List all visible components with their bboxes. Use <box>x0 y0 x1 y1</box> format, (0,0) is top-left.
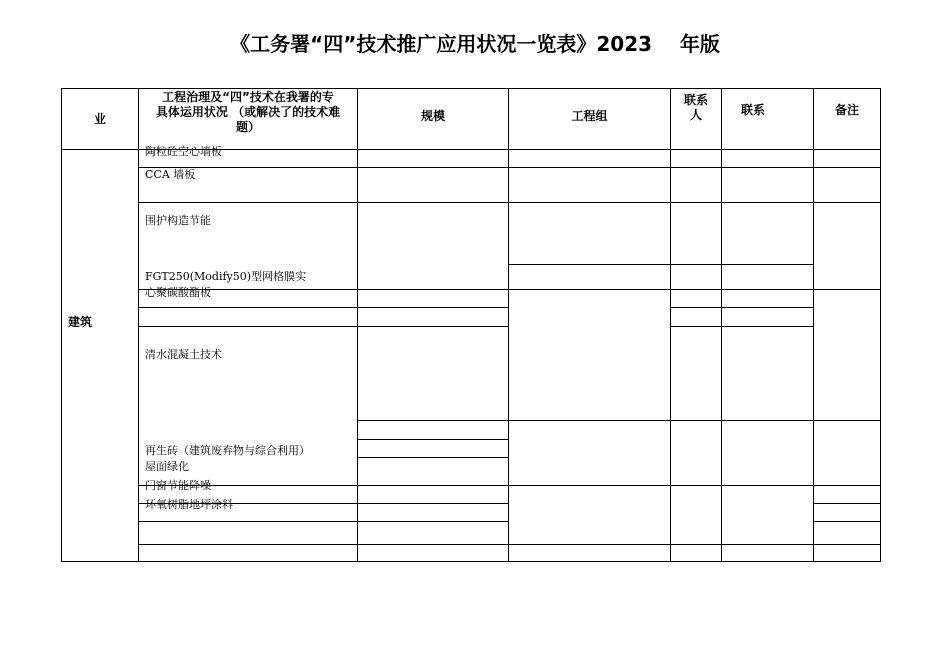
row-label: 屋面绿化 <box>145 460 189 473</box>
page-title: 《工务署“四”技术推广应用状况一览表》2023 年版 <box>230 32 720 56</box>
header-project-line3: 题） <box>235 120 260 134</box>
header-team: 工程组 <box>571 108 608 123</box>
row-label: 环氧树脂地坪涂料 <box>145 498 233 511</box>
row-label: 心聚碳酸酯板 <box>145 286 211 299</box>
row-label: FGT250(Modify50)型网格膜实 <box>145 270 307 283</box>
header-contact-person-line2: 人 <box>689 108 702 122</box>
header-contact: 联系 <box>740 103 765 117</box>
header-industry: 业 <box>93 111 106 126</box>
row-label: CCA 墙板 <box>145 168 196 181</box>
header-project-line1: 工程治理及“四”技术在我署的专 <box>162 90 334 104</box>
row-label: 清水混凝土技术 <box>145 348 222 361</box>
header-project <box>139 90 357 135</box>
row-label: 门窗节能降噪 <box>145 479 211 492</box>
header-scale: 规模 <box>420 108 445 123</box>
header-remarks: 备注 <box>834 103 859 117</box>
row-label: 陶粒砼空心墙板 <box>145 145 222 158</box>
row-label: 围护构造节能 <box>145 214 211 227</box>
header-contact-person <box>671 93 721 123</box>
row-label: 再生砖（建筑废弃物与综合利用） <box>145 444 310 457</box>
industry-label: 建筑 <box>68 315 93 329</box>
header-project-line2: 具体运用状况 （或解决了的技术难 <box>155 105 341 119</box>
header-contact-person-line1: 联系 <box>683 93 708 107</box>
